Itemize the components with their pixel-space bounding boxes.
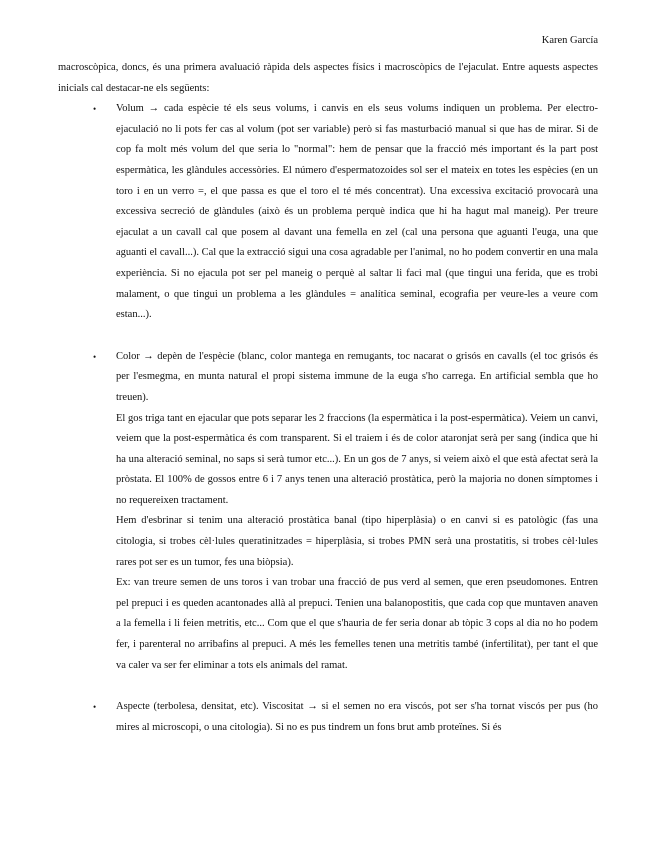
bullet-list bbox=[58, 99, 598, 738]
bullet-icon: • bbox=[93, 351, 97, 362]
intro-paragraph: macroscòpica, doncs, és una primera avaluació ràpida dels aspectes físics i macroscòpics de l'ejaculat. Entre aquests aspectes inicials cal destacar-ne els següents: bbox=[58, 62, 598, 94]
color-paragraph: Ex: van treure semen de uns toros i van trobar una fracció de pus verd al semen, que eren pseudomones. Entren pel prepuci i es queden acantonades allà al prepuci. Tenien una balanopostitis, que cada cop que muntaven anaven a la femella i li feien metritis, etc... Com que el que s'hauria de fer seria donar ab tòpic 3 cops al dia no ho podem fer, i parenteral no arribafins al prepuci. A més les femelles tenen una metritis també (infertilitat), per tant el que va caler va ser fer eliminar a tots els animals del ramat. bbox=[116, 577, 598, 671]
bullet-icon: • bbox=[93, 104, 97, 115]
header-author: Karen García bbox=[541, 35, 598, 46]
color-paragraph: El gos triga tant en ejacular que pots separar les 2 fraccions (la espermàtica i la post-espermàtica). Veiem un canvi, veiem que la post-espermàtica és com transparent. Si el traiem i és de color ataronjat serà per sang (indica que hi ha una alteració seminal, no saps si serà tumor etc...). En un gos de 7 anys, si veiem això el que està afectat serà la pròstata. El 100% de gossos entre 6 i 7 anys tenen una alteració prostàtica, però la majoria no donen símptomes i no requereixen tractament. bbox=[116, 412, 598, 506]
color-paragraph: Hem d'esbrinar si tenim una alteració prostàtica banal (tipo hiperplàsia) o en canvi si es patològic (fas una citologia, si trobes cèl·lules queratinitzades = hiperplàsia, si trobes PMN serà una prostatitis, si trobes cèl·lules rares pot ser es un tumor, fes una biòpsia). bbox=[116, 515, 598, 568]
bullet-icon: • bbox=[93, 702, 97, 713]
color-paragraph: Color → depèn de l'espècie (blanc, color mantega en remugants, toc nacarat o grisós en cavalls (el toc grisós és per l'esmegma, en munta natural el propi sistema immune de la euga s'ho carrega. En artificial sembla que ho treuen). bbox=[116, 350, 598, 403]
aspecte-paragraph: Aspecte (terbolesa, densitat, etc). Viscositat → si el semen no era viscós, pot ser s'ha tornat viscós per pus (ho mires al microscopi, o una citologia). Si no es pus tindrem un fons brut amb proteïnes. Si és bbox=[116, 701, 598, 733]
volum-paragraph: Volum → cada espècie té els seus volums, i canvis en els seus volums indiquen un problema. Per electro-ejaculació no li pots fer cas al volum (pot ser variable) però si fas masturbació manual si que has de mirar. Si de cop fa molt més volum del que seria lo "normal": hem de pensar que la fracció més important és la part post espermàtica, les glàndules accessòries. El número d'espermatozoides sol ser el mateix en totes les espècies (en un toro i en un verro =, el que passa es que el toro el té més concentrat). Una excessiva excitació provocarà una excessiva secreció de glàndules (això és un problema perquè indica que hi ha hagut mal maneig). Per treure ejaculat a un cavall cal que posem al davant una femella en zel (cal una persona que aguanti l'euga, una que aguanti el cavall...). Cal que la extracció sigui una cosa agradable per l'animal, no ho podem convertir en una mala experiència. Si no ejacula pot ser pel maneig o perquè al saltar li faci mal (que tingui una ferida, que es trobi malament, o que tingui un problema a les glàndules = analítica seminal, ecografia per veure-les a veure com estan...). bbox=[116, 103, 598, 321]
list-item-aspecte bbox=[58, 697, 598, 738]
list-item-volum bbox=[58, 99, 598, 326]
list-item-color bbox=[58, 347, 598, 677]
document-body bbox=[58, 58, 598, 738]
